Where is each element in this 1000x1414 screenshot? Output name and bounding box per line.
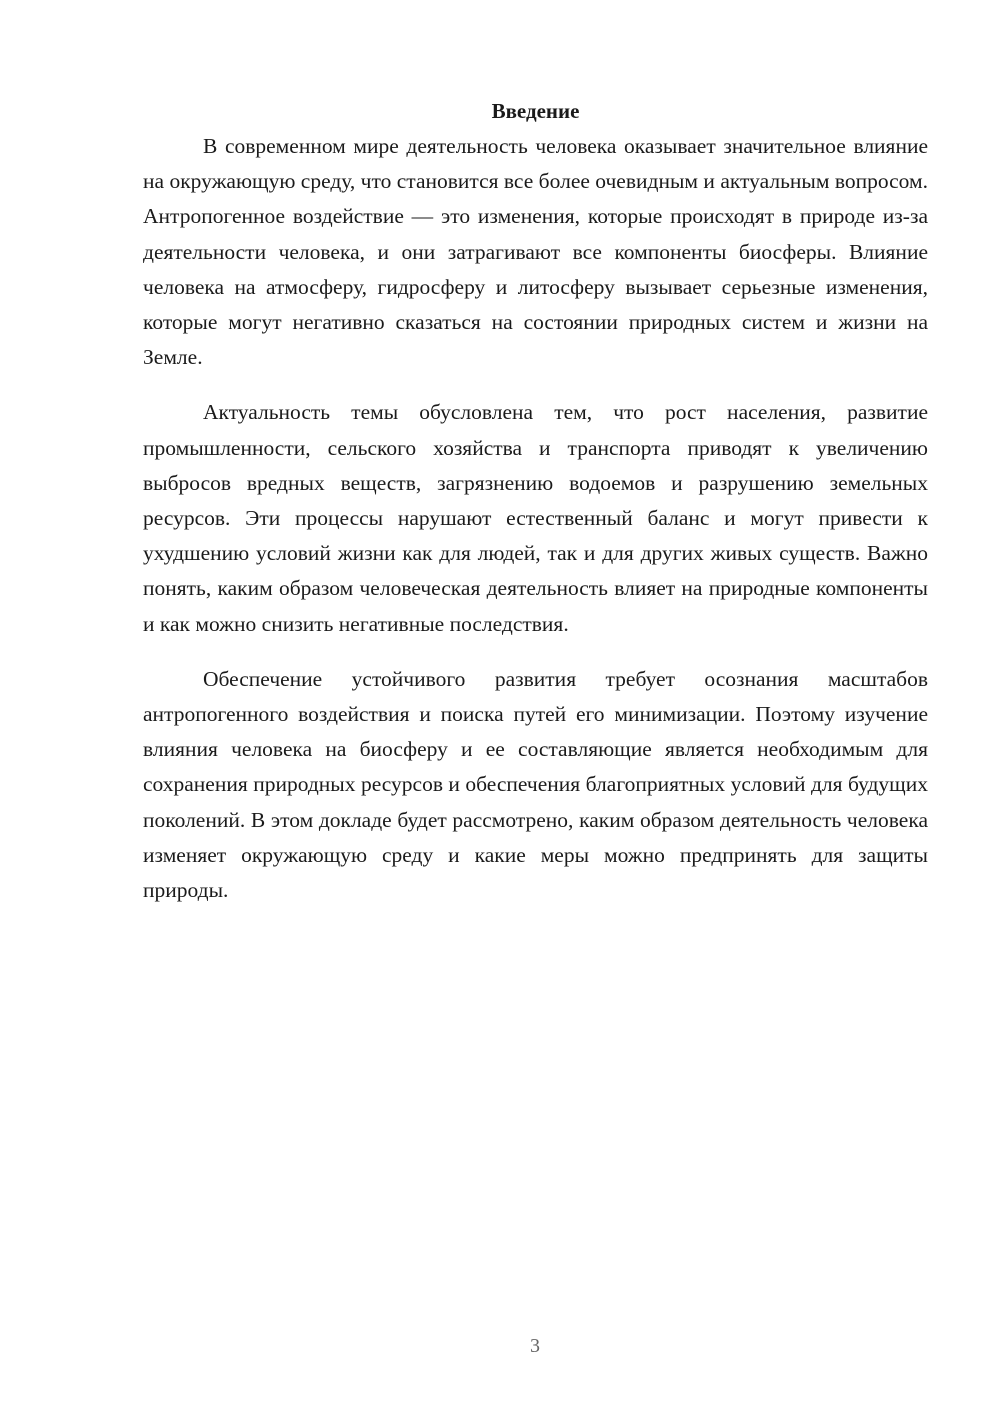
page-number: 3 bbox=[530, 1335, 540, 1357]
paragraph-sustainability: Обеспечение устойчивого развития требует осознания масштабов антропогенного воздействия и поиска путей его минимизации. Поэтому изучение влияния человека на биосферу и ее составляющие является необходимым для сохранения природных ресурсов и обеспечения благоприятных условий для будущих поколений. В этом докладе будет рассмотрено, каким образом деятельность человека изменяет окружающую среду и какие меры можно предпринять для защиты природы. bbox=[143, 666, 928, 903]
paragraph-intro: В современном мире деятельность человека оказывает значительное влияние на окружающую среду, что становится все более очевидным и актуальным вопросом. Антропогенное воздействие — это изменения, которые происходят в природе из-за деятельности человека, и они затрагивают все компоненты биосферы. Влияние человека на атмосферу, гидросферу и литосферу вызывает серьезные изменения, которые могут негативно сказаться на состоянии природных систем и жизни на Земле. bbox=[143, 134, 928, 370]
section-title: Введение bbox=[491, 99, 580, 123]
paragraph-relevance: Актуальность темы обусловлена тем, что рост населения, развитие промышленности, сельского хозяйства и транспорта приводят к увеличению выбросов вредных веществ, загрязнению водоемов и разрушению земельных ресурсов. Эти процессы нарушают естественный баланс и могут привести к ухудшению условий жизни как для людей, так и для других живых существ. Важно понять, каким образом человеческая деятельность влияет на природные компоненты и как можно снизить негативные последствия. bbox=[143, 400, 928, 636]
page-content bbox=[143, 94, 928, 908]
